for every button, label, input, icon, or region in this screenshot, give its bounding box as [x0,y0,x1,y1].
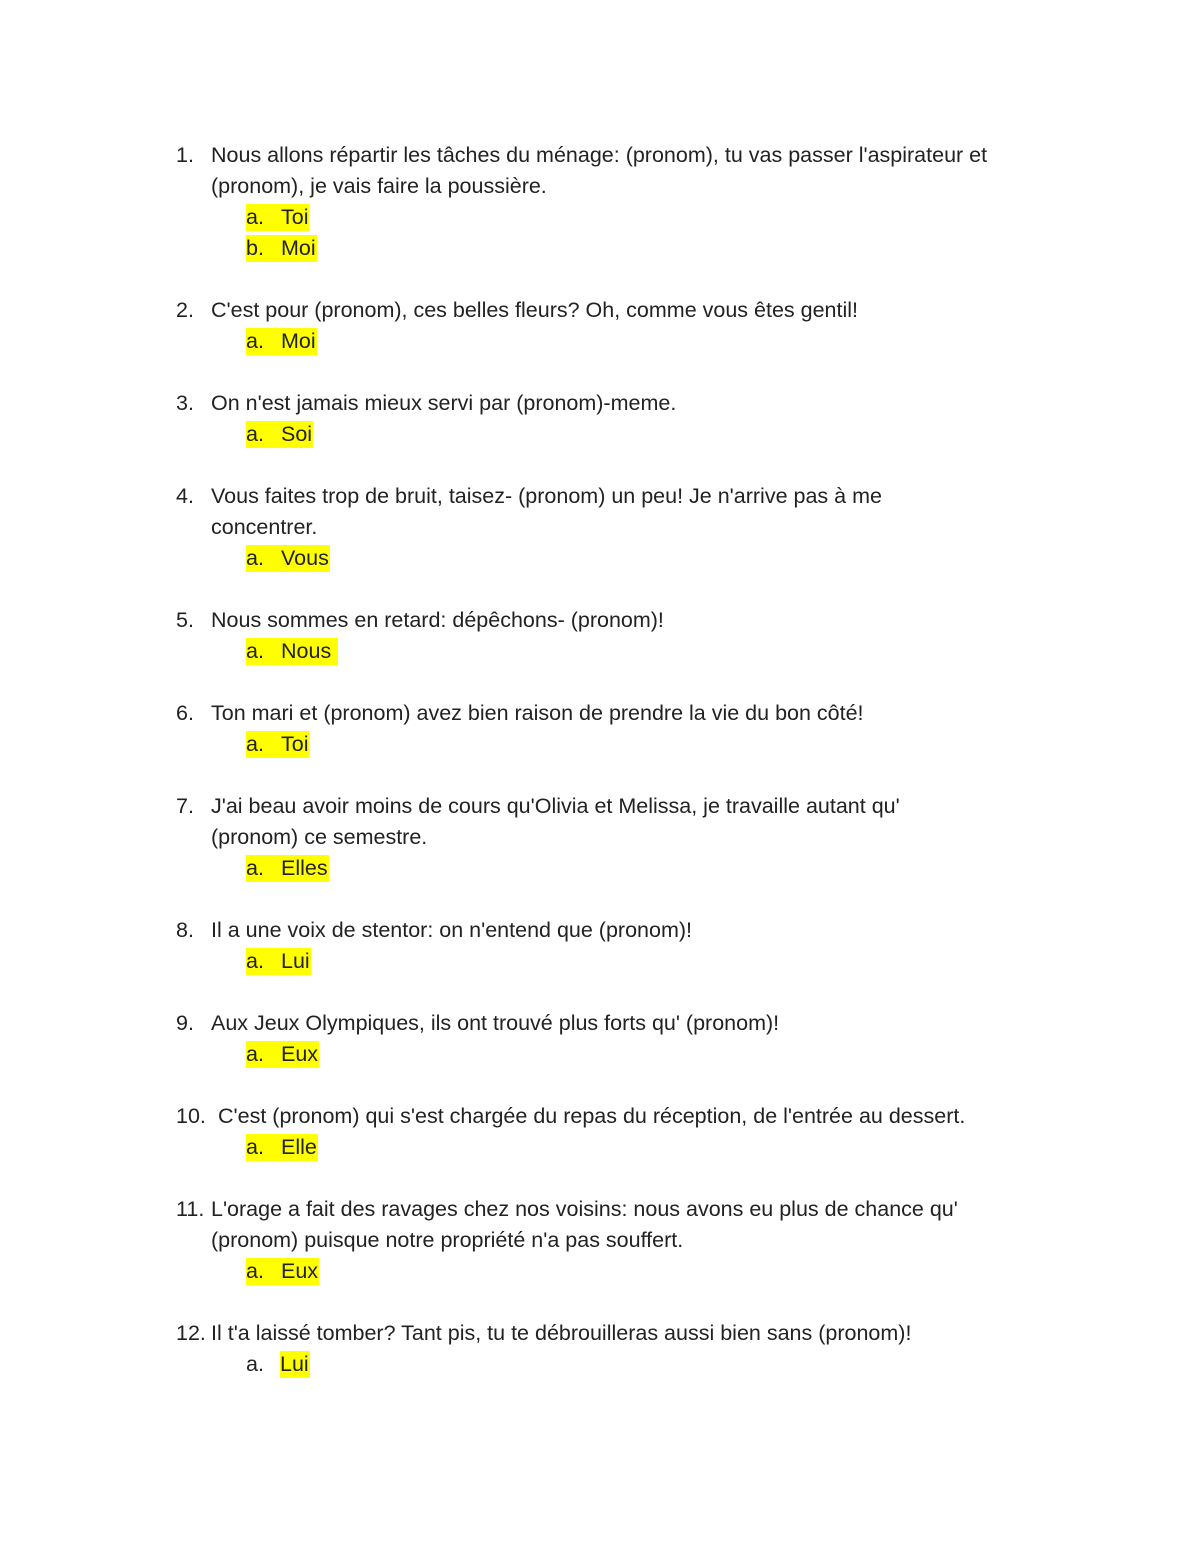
answer-line [0,1349,1200,1380]
answer-letter: a. [246,546,264,570]
answer-letter: a. [246,1352,264,1376]
answer-line [0,853,1200,884]
question-number: 7. [176,794,194,818]
question-text: Aux Jeux Olympiques, ils ont trouvé plus forts qu' (pronom)! [211,1011,780,1035]
question-text: Vous faites trop de bruit, taisez- (pronom) un peu! Je n'arrive pas à me concentrer. [211,484,882,539]
answer-letter: a. [246,732,264,756]
question-number: 9. [176,1011,194,1035]
answer-letter: a. [246,205,264,229]
question-number: 8. [176,918,194,942]
answer-letter: a. [246,329,264,353]
question-text: Il a une voix de stentor: on n'entend que (pronom)! [211,918,692,942]
question-line [0,698,1200,729]
question-number: 4. [176,484,194,508]
answer-value: Vous [281,546,329,570]
answer-highlight [246,638,338,665]
answer-line [0,419,1200,450]
question-text: On n'est jamais mieux servi par (pronom)-meme. [211,391,677,415]
question-item [0,481,1200,574]
answer-value: Eux [281,1042,319,1066]
answer-value: Moi [281,329,316,353]
question-item [0,140,1200,264]
question-text: Ton mari et (pronom) avez bien raison de prendre la vie du bon côté! [211,701,864,725]
answer-highlight [246,545,330,572]
answer-line [0,1039,1200,1070]
question-text: J'ai beau avoir moins de cours qu'Olivia et Melissa, je travaille autant qu' (pronom) ce semestre. [211,794,900,849]
answer-value: Lui [280,1352,309,1376]
answer-line [0,543,1200,574]
answer-value: Elle [281,1135,317,1159]
question-item [0,915,1200,977]
answer-letter: b. [246,236,264,260]
answer-highlight [246,948,311,975]
answer-value: Toi [281,732,309,756]
answer-value: Lui [281,949,310,973]
answer-highlight [246,1041,319,1068]
question-line [0,1101,1200,1132]
answer-line [0,729,1200,760]
answer-line [0,636,1200,667]
answer-letter: a. [246,1042,264,1066]
answer-highlight [246,421,313,448]
question-line [0,481,1200,543]
question-line [0,1318,1200,1349]
answer-value: Nous [281,639,332,663]
question-line [0,791,1200,853]
question-number: 1. [176,143,194,167]
question-number: 6. [176,701,194,725]
question-line [0,1008,1200,1039]
answer-highlight [246,1134,318,1161]
question-text: Nous sommes en retard: dépêchons- (pronom)! [211,608,664,632]
answer-line [0,1256,1200,1287]
question-text: C'est pour (pronom), ces belles fleurs? Oh, comme vous êtes gentil! [211,298,858,322]
answer-highlight [246,731,309,758]
question-line [0,605,1200,636]
answer-value: Toi [281,205,309,229]
answer-value: Eux [281,1259,319,1283]
answer-highlight [246,855,329,882]
question-number: 2. [176,298,194,322]
answer-value: Soi [281,422,313,446]
question-text: Il t'a laissé tomber? Tant pis, tu te débrouilleras aussi bien sans (pronom)! [211,1321,912,1345]
answer-letter: a. [246,1135,264,1159]
question-item [0,1318,1200,1380]
question-item [0,605,1200,667]
question-item [0,1101,1200,1163]
question-item [0,791,1200,884]
answer-line [0,1132,1200,1163]
question-number: 5. [176,608,194,632]
answer-line [0,946,1200,977]
question-item [0,1194,1200,1287]
question-line [0,140,1200,202]
question-list [0,140,1200,1411]
answer-value: Elles [281,856,328,880]
answer-highlight [280,1351,310,1378]
question-line [0,1194,1200,1256]
question-number: 3. [176,391,194,415]
answer-highlight [246,328,317,355]
question-number: 11. [176,1197,205,1221]
question-item [0,1008,1200,1070]
question-text: Nous allons répartir les tâches du ménage: (pronom), tu vas passer l'aspirateur et (pronom), je vais faire la poussière. [211,143,988,198]
question-line [0,295,1200,326]
question-text: C'est (pronom) qui s'est chargée du repas du réception, de l'entrée au dessert. [218,1104,966,1128]
answer-line [0,202,1200,233]
question-item [0,295,1200,357]
question-item [0,698,1200,760]
question-number: 10. [176,1104,206,1128]
answer-value: Moi [281,236,316,260]
answer-letter: a. [246,949,264,973]
question-line [0,915,1200,946]
answer-letter: a. [246,639,264,663]
answer-letter: a. [246,1259,264,1283]
answer-letter: a. [246,856,264,880]
answer-line [0,233,1200,264]
question-number: 12. [176,1321,206,1345]
question-text: L'orage a fait des ravages chez nos voisins: nous avons eu plus de chance qu' (pronom) puisque notre propriété n'a pas souffert. [211,1197,958,1252]
answer-highlight [246,1258,319,1285]
answer-highlight [246,204,309,231]
answer-highlight [246,235,317,262]
answer-letter: a. [246,422,264,446]
question-item [0,388,1200,450]
answer-line [0,326,1200,357]
question-line [0,388,1200,419]
